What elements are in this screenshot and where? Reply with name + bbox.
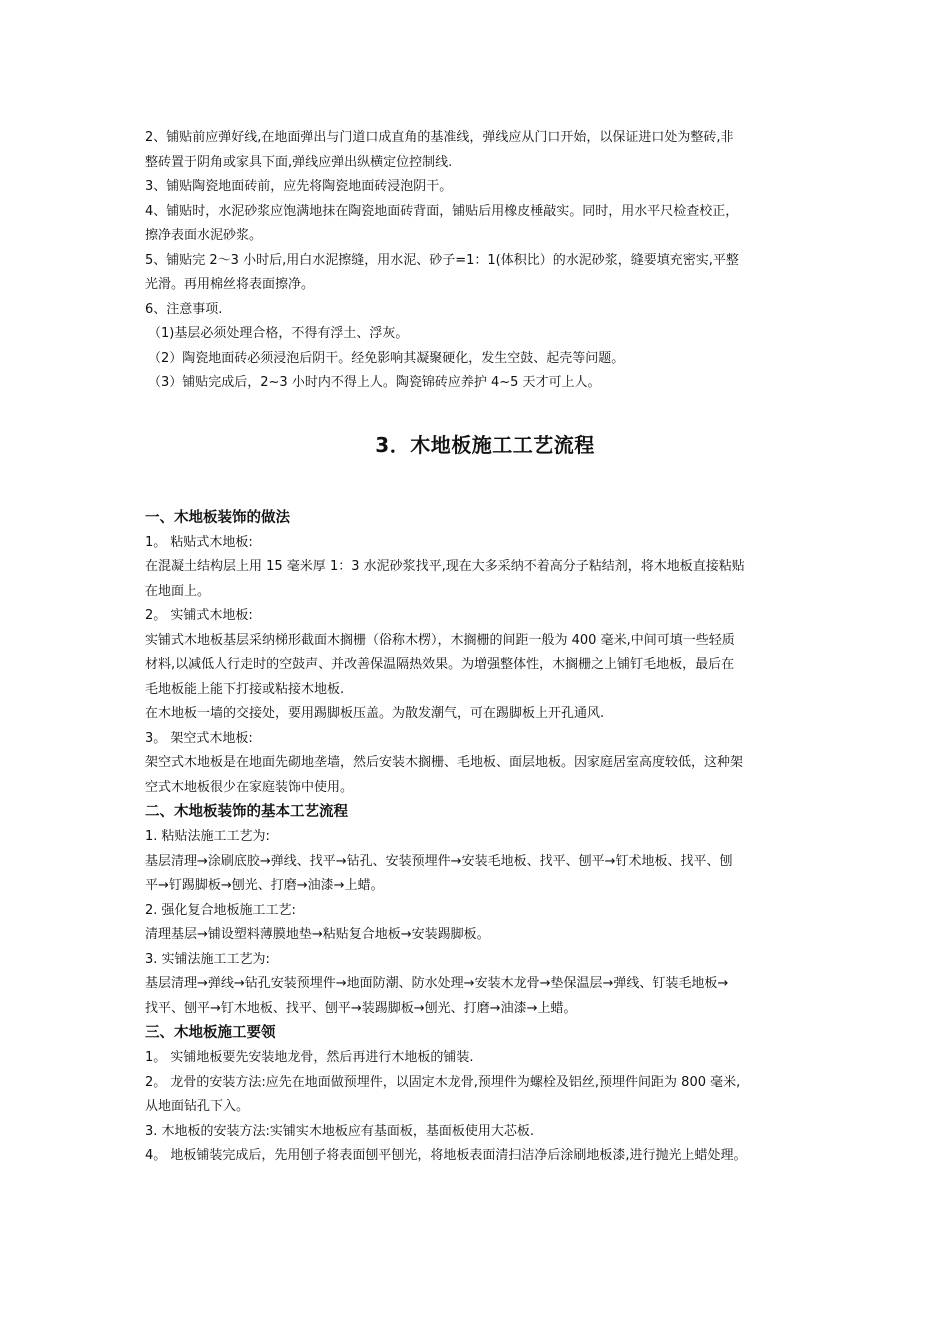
intro-list xyxy=(145,126,825,396)
intro-line: （3）铺贴完成后，2~3 小时内不得上人。陶瓷锦砖应养护 4~5 天才可上人。 xyxy=(148,375,601,390)
section-line: 毛地板能上能下打接或粘接木地板. xyxy=(145,681,345,697)
section-heading: 二、木地板装饰的基本工艺流程 xyxy=(145,804,348,820)
intro-line: （2）陶瓷地面砖必须浸泡后阴干。经免影响其凝聚硬化，发生空鼓、起壳等问题。 xyxy=(148,350,625,366)
section-line: 材料,以减低人行走时的空鼓声、并改善保温隔热效果。为增强整体性，木搁栅之上铺钉毛地板，最后在 xyxy=(145,657,735,672)
section-line: 3。 架空式木地板: xyxy=(145,730,253,746)
intro-line: 3、铺贴陶瓷地面砖前，应先将陶瓷地面砖浸泡阴干。 xyxy=(145,179,453,194)
section-line: 从地面钻孔下入。 xyxy=(145,1099,250,1114)
section-line: 1. 粘贴法施工工艺为: xyxy=(145,829,270,844)
document-body xyxy=(145,126,825,1169)
section-line: 2。 龙骨的安装方法:应先在地面做预埋件，以固定木龙骨,预埋件为螺栓及铝丝,预埋件间距为 800 毫米, xyxy=(145,1074,741,1090)
section-line: 架空式木地板是在地面先砌地垄墙，然后安装木搁栅、毛地板、面层地板。因家庭居室高度较低，这种架 xyxy=(145,755,744,770)
section-line: 基层清理→涂刷底胶→弹线、找平→钻孔、安装预埋件→安装毛地板、找平、刨平→钉术地板、找平、刨 xyxy=(145,853,733,869)
intro-line: 光滑。再用棉丝将表面擦净。 xyxy=(145,277,315,292)
section-methods xyxy=(145,506,825,801)
intro-line: 6、注意事项. xyxy=(145,301,223,317)
section-line: 在混凝土结构层上用 15 毫米厚 1：3 水泥砂浆找平,现在大多采纳不着高分子粘结剂，将木地板直接粘贴 xyxy=(145,559,745,574)
intro-line: 5、铺贴完 2～3 小时后,用白水泥擦缝，用水泥、砂子=1：1(体积比）的水泥砂浆，缝要填充密实,平整 xyxy=(145,252,739,268)
section-line: 3. 木地板的安装方法:实铺实木地板应有基面板，基面板使用大芯板. xyxy=(145,1123,535,1139)
intro-line: 2、铺贴前应弹好线,在地面弹出与门道口成直角的基准线，弹线应从门口开始，以保证进口处为整砖,非 xyxy=(145,130,734,145)
section-line: 平→钉踢脚板→刨光、打磨→油漆→上蜡。 xyxy=(145,878,384,893)
section-line: 找平、刨平→钉木地板、找平、刨平→装踢脚板→刨光、打磨→油漆→上蜡。 xyxy=(145,1000,577,1016)
section-line: 实铺式木地板基层采纳梯形截面木搁栅（俗称木楞），木搁栅的间距一般为 400 毫米,中间可填一些轻质 xyxy=(145,632,735,648)
section-line: 2. 强化复合地板施工工艺: xyxy=(145,902,296,918)
section-line: 基层清理→弹线→钻孔安装预埋件→地面防潮、防水处理→安装木龙骨→垫保温层→弹线、钉装毛地板→ xyxy=(145,976,729,991)
section-line: 1。 粘贴式木地板: xyxy=(145,534,253,550)
section-key-points xyxy=(145,1021,825,1169)
intro-line: 擦净表面水泥砂浆。 xyxy=(145,228,263,243)
section-line: 在地面上。 xyxy=(145,583,211,599)
section-heading: 一、木地板装饰的做法 xyxy=(145,509,290,526)
section-process xyxy=(145,800,825,1021)
section-line: 空式木地板很少在家庭装饰中使用。 xyxy=(145,779,354,795)
intro-line: 整砖置于阴角或家具下面,弹线应弹出纵横定位控制线. xyxy=(145,154,453,170)
section-line: 在木地板一墙的交接处，要用踢脚板压盖。为散发潮气，可在踢脚板上开孔通风. xyxy=(145,706,605,721)
intro-line: 4、铺贴时，水泥砂浆应饱满地抹在陶瓷地面砖背面，铺贴后用橡皮棰敲实。同时，用水平尺检查校正， xyxy=(145,203,739,219)
section-line: 清理基层→铺设塑料薄膜地垫→粘贴复合地板→安装踢脚板。 xyxy=(145,927,490,942)
section-heading: 三、木地板施工要领 xyxy=(145,1025,276,1041)
intro-line: （1)基层必须处理合格，不得有浮土、浮灰。 xyxy=(148,326,409,341)
section-line: 3. 实铺法施工工艺为: xyxy=(145,951,270,967)
section-line: 4。 地板铺装完成后，先用刨子将表面刨平刨光，将地板表面清扫洁净后涂刷地板漆,进行抛光上蜡处理。 xyxy=(145,1148,747,1163)
section-line: 2。 实铺式木地板: xyxy=(145,608,253,623)
section-line: 1。 实铺地板要先安装地龙骨，然后再进行木地板的铺装. xyxy=(145,1050,474,1065)
page-title: 3．木地板施工工艺流程 xyxy=(375,432,595,457)
